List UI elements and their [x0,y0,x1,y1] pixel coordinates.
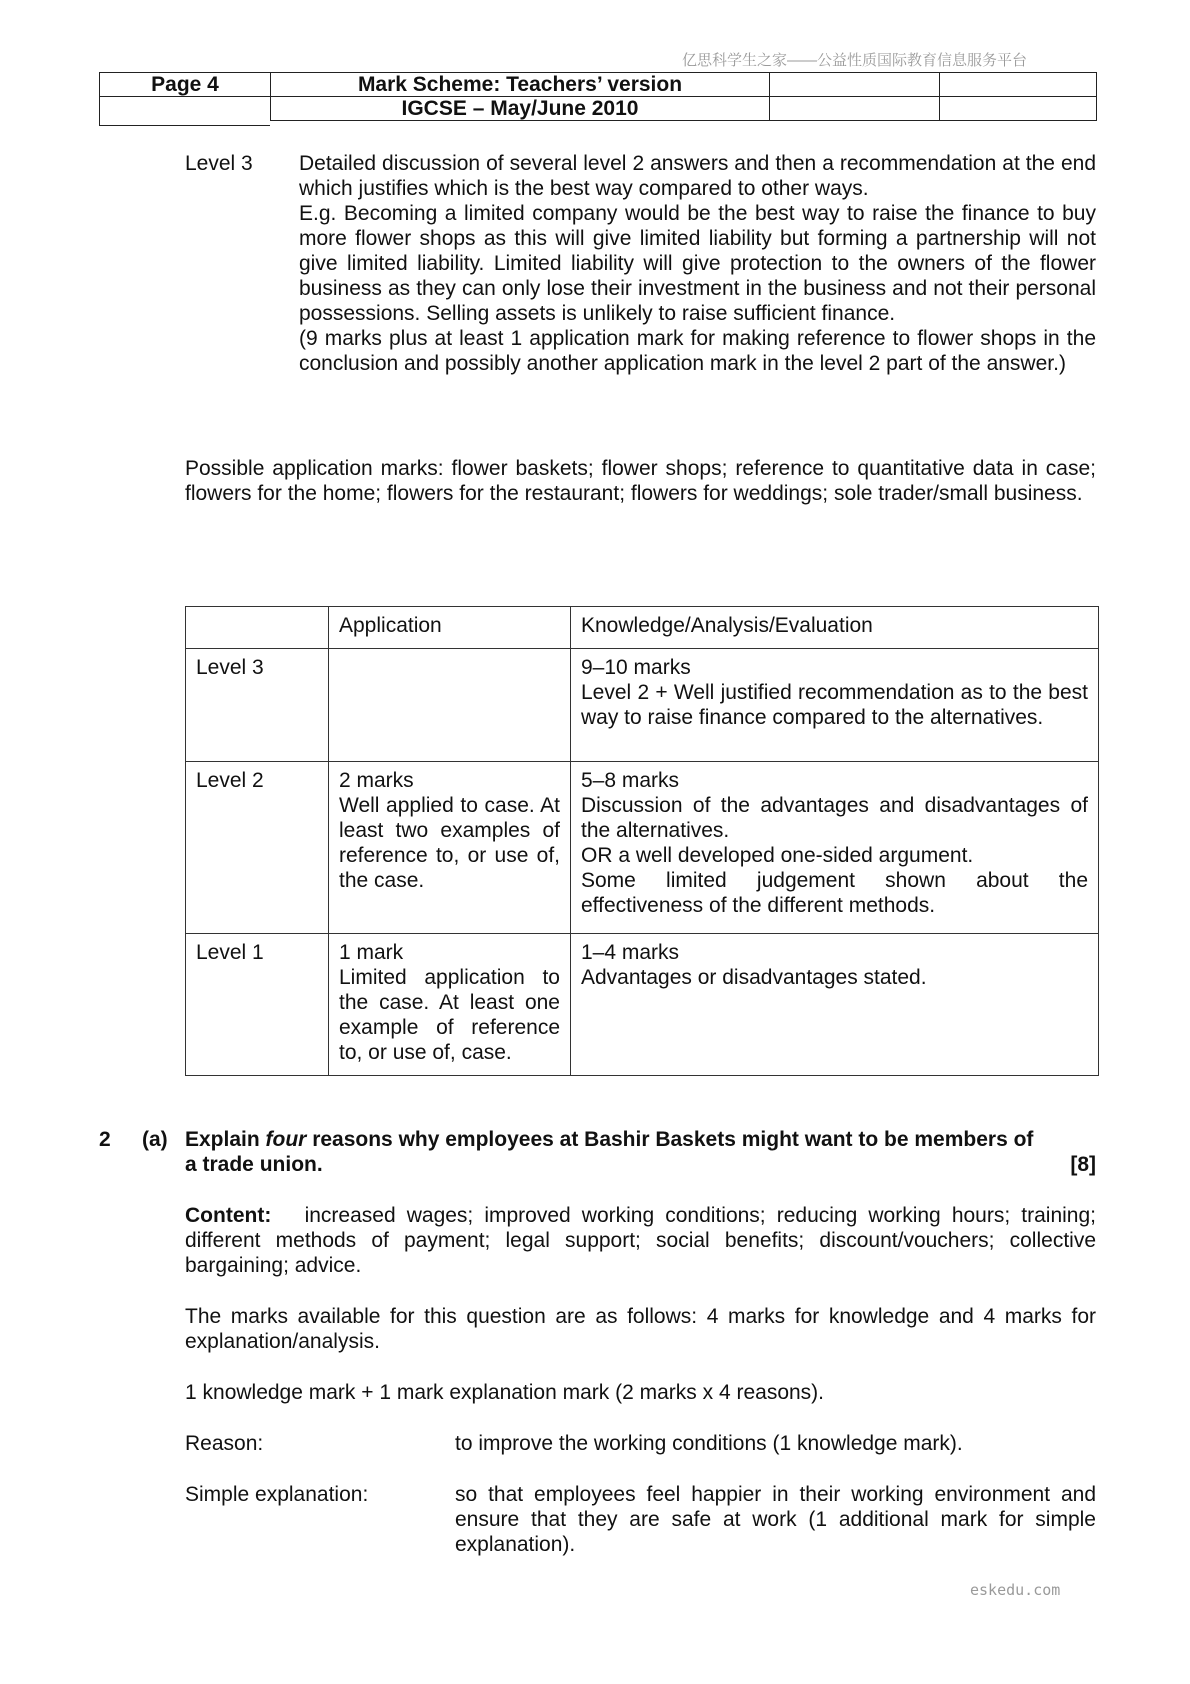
marks-range: 1 mark [339,941,404,964]
question-part: (a) [142,1128,168,1151]
content-paragraph [185,1203,1096,1278]
application-cell [329,762,571,934]
application-cell [329,649,571,762]
knowledge-cell [571,649,1099,762]
table-row [186,762,1099,934]
level-label: Level 2 [186,762,329,934]
marks-available: The marks available for this question are as follows: 4 marks for knowledge and 4 marks for explanation/analysis. [185,1305,1096,1353]
table-header-cell [186,607,329,649]
header-empty-cell [940,73,1097,97]
watermark-bottom: eskedu.com [970,1581,1061,1599]
level-label: Level 3 [186,649,329,762]
header-subtitle: IGCSE – May/June 2010 [271,97,770,121]
criteria-text: OR a well developed one-sided argument. [581,844,974,867]
knowledge-cell [571,934,1099,1076]
header-border-bottom [99,125,270,126]
table-row [186,649,1099,762]
question-text-emphasis: four [265,1128,307,1151]
header-page: Page 4 [100,73,271,97]
criteria-text: Limited application to the case. At least one example of reference to, or use of, case. [339,966,560,1064]
header-empty-cell [770,97,940,121]
knowledge-mark-note: 1 knowledge mark + 1 mark explanation mark (2 marks x 4 reasons). [185,1381,825,1404]
watermark-top: 亿思科学生之家——公益性质国际教育信息服务平台 [682,52,1028,69]
level3-note: (9 marks plus at least 1 application mark for making reference to flower shops in the conclusion and possibly another application mark in the level 2 part of the answer.) [299,327,1096,375]
marks-range: 5–8 marks [581,769,680,792]
question-text [185,1127,1096,1177]
level3-description [299,151,1096,376]
question-text-pre: Explain [185,1128,266,1151]
level-label: Level 1 [186,934,329,1076]
level3-label: Level 3 [185,152,253,175]
question-text-post: reasons why employees at Bashir Baskets might want to be members of [306,1128,1034,1151]
header-empty-cell [940,97,1097,121]
marks-range: 2 marks [339,769,414,792]
criteria-text: Advantages or disadvantages stated. [581,966,927,989]
reason-label: Reason: [185,1432,264,1455]
table-header-application: Application [329,607,571,649]
marks-range: 1–4 marks [581,941,680,964]
header-blank-cell [100,97,271,121]
level3-example: E.g. Becoming a limited company would be the best way to raise the finance to buy more flower shops as this will give limited liability but forming a partnership will not give limited liability. Limited liability will give protection to the owners of the flower business as they can only lose their investment in the business and not their personal possessions. Selling assets is unlikely to raise sufficient finance. [299,202,1096,325]
question-marks: [8] [1070,1153,1096,1176]
simple-explanation-label: Simple explanation: [185,1483,369,1506]
table-header-knowledge: Knowledge/Analysis/Evaluation [571,607,1099,649]
header-border-left [99,96,100,126]
question-text-line2: a trade union. [185,1153,323,1176]
content-label: Content: [185,1204,272,1227]
reason-text: to improve the working conditions (1 knowledge mark). [455,1432,963,1455]
possible-application-marks: Possible application marks: flower baskets; flower shops; reference to quantitative data in case; flowers for the home; flowers for the restaurant; flowers for weddings; sole trader/small business. [185,457,1096,505]
criteria-text: Some limited judgement shown about the effectiveness of the different methods. [581,869,1088,917]
marks-range: 9–10 marks [581,656,691,679]
header-title: Mark Scheme: Teachers’ version [271,73,770,97]
criteria-text: Level 2 + Well justified recommendation as to the best way to raise finance compared to the alternatives. [581,681,1088,729]
criteria-text: Discussion of the advantages and disadvantages of the alternatives. [581,794,1088,842]
mark-scheme-table [185,606,1099,1076]
simple-explanation-text: so that employees feel happier in their working environment and ensure that they are safe at work (1 additional mark for simple explanation). [455,1483,1096,1556]
table-row [186,934,1099,1076]
criteria-text: Well applied to case. At least two examples of reference to, or use of, the case. [339,794,560,892]
application-cell [329,934,571,1076]
content-text: increased wages; improved working conditions; reducing working hours; training; different methods of payment; legal support; social benefits; discount/vouchers; collective bargaining; advice. [185,1204,1096,1277]
header-empty-cell [770,73,940,97]
page-header-table [99,72,1097,121]
question-number: 2 [99,1128,111,1151]
knowledge-cell [571,762,1099,934]
level3-paragraph: Detailed discussion of several level 2 answers and then a recommendation at the end which justifies which is the best way compared to other ways. [299,152,1096,200]
